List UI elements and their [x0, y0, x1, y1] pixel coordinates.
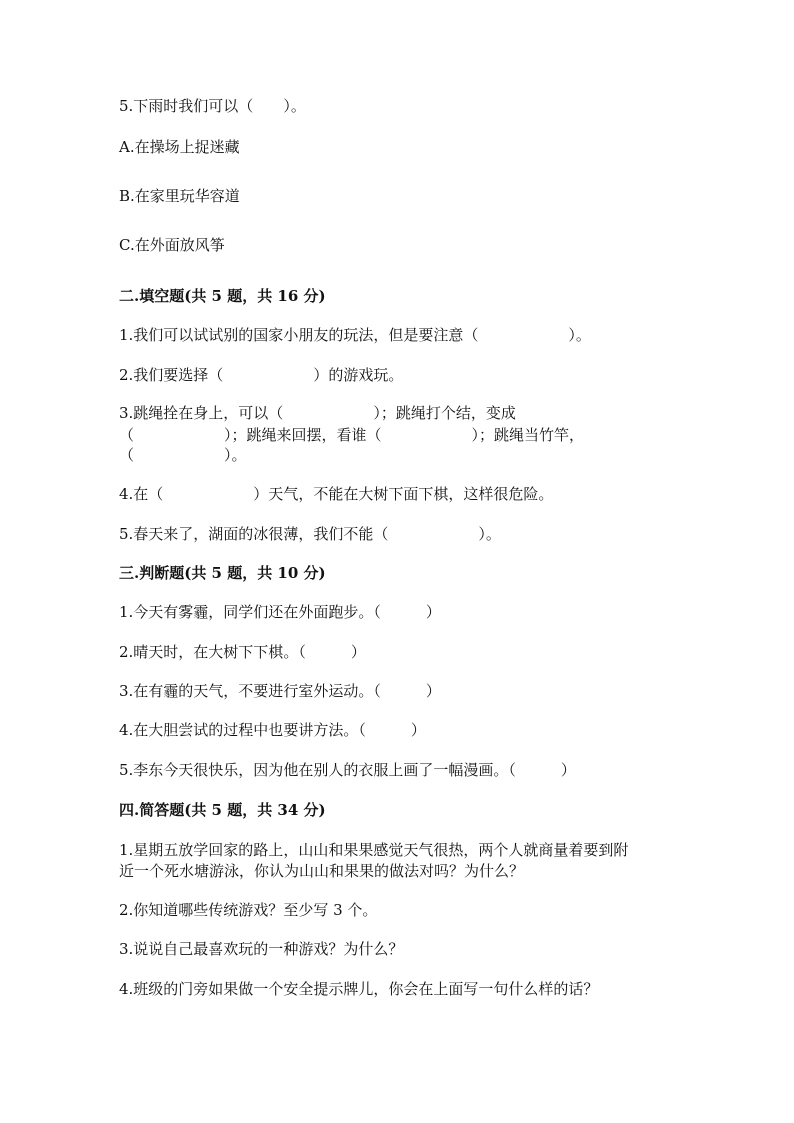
judge-question-3: 3.在有霾的天气，不要进行室外运动。（ ）	[119, 682, 441, 700]
fill-question-3-line-1: 3.跳绳拴在身上，可以（ ）；跳绳打个结，变成	[119, 404, 516, 422]
short-question-2: 2.你知道哪些传统游戏？至少写 3 个。	[119, 901, 378, 919]
short-question-1-line-2: 近一个死水塘游泳，你认为山山和果果的做法对吗？为什么？	[119, 862, 525, 880]
fill-question-3-line-2: （ ）；跳绳来回摆，看谁（ ）；跳绳当竹竿，	[119, 426, 585, 444]
short-question-3: 3.说说自己最喜欢玩的一种游戏？为什么？	[119, 940, 404, 958]
fill-question-1: 1.我们可以试试别的国家小朋友的玩法，但是要注意（ ）。	[119, 326, 591, 344]
short-question-1-line-1: 1.星期五放学回家的路上，山山和果果感觉天气很热，两个人就商量着要到附	[119, 841, 629, 859]
fill-question-4: 4.在（ ）天气，不能在大树下面下棋，这样很危险。	[119, 485, 554, 503]
fill-question-5: 5.春天来了，湖面的冰很薄，我们不能（ ）。	[119, 525, 501, 543]
question-mc-5: 5.下雨时我们可以（ ）。	[119, 97, 306, 115]
section-heading-short-answer: 四.简答题(共 5 题，共 34 分)	[119, 801, 326, 819]
option-a: A.在操场上捉迷藏	[119, 138, 240, 156]
section-heading-fill-blank: 二.填空题(共 5 题，共 16 分)	[119, 287, 326, 305]
judge-question-4: 4.在大胆尝试的过程中也要讲方法。（ ）	[119, 721, 426, 739]
judge-question-5: 5.李东今天很快乐，因为他在别人的衣服上画了一幅漫画。（ ）	[119, 761, 576, 779]
judge-question-2: 2.晴天时，在大树下下棋。（ ）	[119, 643, 366, 661]
option-c: C.在外面放风筝	[119, 236, 225, 254]
judge-question-1: 1.今天有雾霾，同学们还在外面跑步。（ ）	[119, 603, 441, 621]
option-b: B.在家里玩华容道	[119, 187, 240, 205]
fill-question-3-line-3: （ ）。	[119, 446, 247, 464]
short-question-4: 4.班级的门旁如果做一个安全提示牌儿，你会在上面写一句什么样的话？	[119, 980, 599, 998]
fill-question-2: 2.我们要选择（ ）的游戏玩。	[119, 366, 404, 384]
section-heading-true-false: 三.判断题(共 5 题，共 10 分)	[119, 564, 326, 582]
